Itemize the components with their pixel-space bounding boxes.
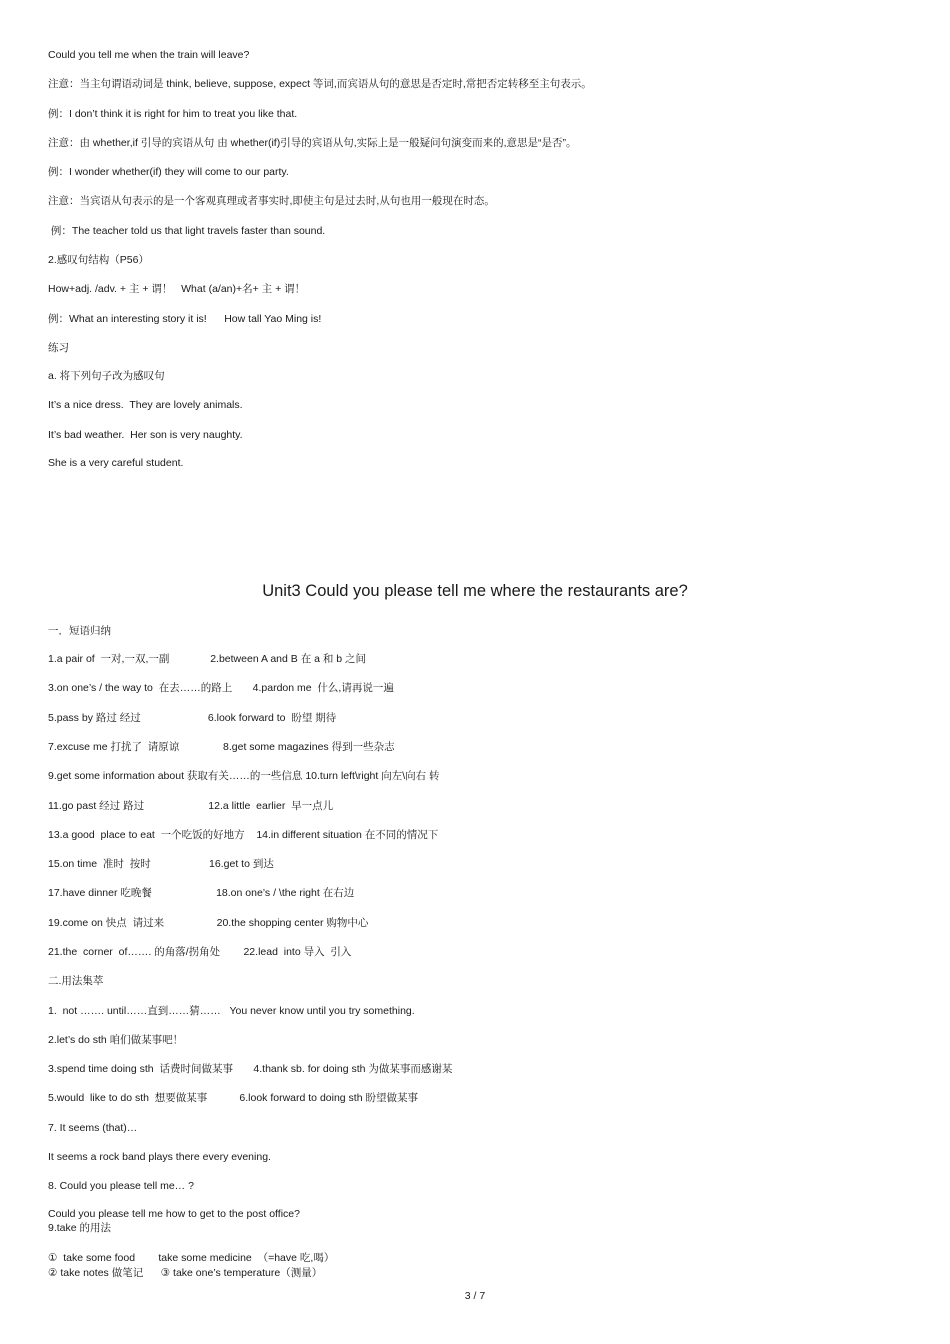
usage-line: 9.take 的用法: [48, 1222, 112, 1234]
section-heading: 练习: [48, 342, 69, 354]
text-line: 注意：当主句谓语动词是 think, believe, suppose, expect 等词,而宾语从句的意思是否定时,常把否定转移至主句表示。: [48, 78, 592, 90]
phrase-line: 7.excuse me 打扰了 请原谅 8.get some magazines 得到一些杂志: [48, 741, 395, 753]
usage-line: 1. not ……. until……直到……猜…… You never know until you try something.: [48, 1005, 415, 1017]
text-line: It’s bad weather. Her son is very naughty.: [48, 429, 243, 441]
section-heading: 二.用法集萃: [48, 975, 104, 987]
page-number: 3 / 7: [464, 1290, 486, 1302]
text-line: She is a very careful student.: [48, 457, 184, 469]
usage-line: 5.would like to do sth 想要做某事 6.look forward to doing sth 盼望做某事: [48, 1092, 418, 1104]
text-line: 注意：当宾语从句表示的是一个客观真理或者事实时,即使主句是过去时,从句也用一般现在时态。: [48, 195, 495, 207]
phrase-line: 9.get some information about 获取有关……的一些信息 10.turn left\right 向左\向右 转: [48, 770, 440, 782]
phrase-line: 3.on one’s / the way to 在去……的路上 4.pardon me 什么,请再说一遍: [48, 682, 394, 694]
text-line: 例：I wonder whether(if) they will come to our party.: [48, 166, 289, 178]
text-line: 例：I don’t think it is right for him to treat you like that.: [48, 108, 298, 120]
section-heading: 2.感叹句结构（P56）: [48, 254, 149, 266]
text-line: Could you tell me when the train will leave?: [48, 49, 250, 61]
text-line: 例：What an interesting story it is! How tall Yao Ming is!: [48, 313, 322, 325]
phrase-line: 5.pass by 路过 经过 6.look forward to 盼望 期待: [48, 712, 337, 724]
phrase-line: 1.a pair of 一对,一双,一副 2.between A and B 在 a 和 b 之间: [48, 653, 367, 665]
phrase-line: 15.on time 准时 按时 16.get to 到达: [48, 858, 274, 870]
text-line: a. 将下列句子改为感叹句: [48, 370, 165, 382]
text-line: How+adj. /adv. + 主 + 谓！ What (a/an)+名+ 主 + 谓！: [48, 283, 306, 295]
section-heading: 一．短语归纳: [48, 625, 111, 637]
usage-line: Could you please tell me how to get to the post office?: [48, 1208, 300, 1220]
usage-line: 7. It seems (that)…: [48, 1122, 138, 1134]
phrase-line: 17.have dinner 吃晚餐 18.on one’s / \the right 在右边: [48, 887, 355, 899]
phrase-line: 11.go past 经过 路过 12.a little earlier 早一点儿: [48, 800, 334, 812]
usage-line: ① take some food take some medicine （=have 吃,喝）: [48, 1252, 335, 1264]
phrase-line: 19.come on 快点 请过来 20.the shopping center 购物中心: [48, 917, 369, 929]
usage-line: 3.spend time doing sth 话费时间做某事 4.thank sb. for doing sth 为做某事而感谢某: [48, 1063, 453, 1075]
usage-line: 8. Could you please tell me… ?: [48, 1180, 194, 1192]
unit-title: Unit3 Could you please tell me where the restaurants are?: [262, 582, 688, 600]
usage-line: 2.let’s do sth 咱们做某事吧！: [48, 1034, 184, 1046]
usage-line: It seems a rock band plays there every evening.: [48, 1151, 271, 1163]
phrase-line: 13.a good place to eat 一个吃饭的好地方 14.in different situation 在不同的情况下: [48, 829, 439, 841]
phrase-line: 21.the corner of……. 的角落/拐角处 22.lead into 导入 引入: [48, 946, 352, 958]
text-line: 注意：由 whether,if 引导的宾语从句 由 whether(if)引导的宾语从句,实际上是一般疑问句演变而来的,意思是“是否”。: [48, 137, 577, 149]
text-line: It’s a nice dress. They are lovely animals.: [48, 399, 243, 411]
usage-line: ② take notes 做笔记 ③ take one’s temperature（测量）: [48, 1267, 323, 1279]
text-line: 例：The teacher told us that light travels faster than sound.: [48, 225, 326, 237]
